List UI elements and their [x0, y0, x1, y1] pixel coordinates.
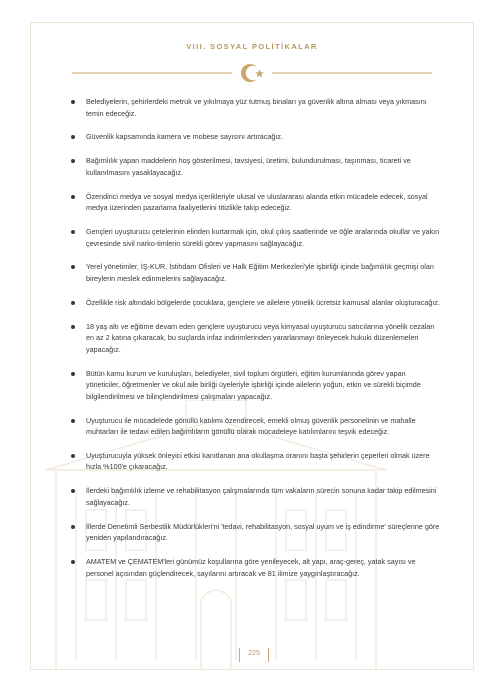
section-title: VIII. SOSYAL POLİTİKALAR — [186, 42, 318, 51]
list-item: AMATEM ve ÇEMATEM'leri günümüz koşullarına göre yenileyecek, alt yapı, araç-gereç, yatak sayısı ve personel açısından güçlendirecek, sayılarını artıracak ve 81 ilimize yaygınlaştıracağız. — [70, 556, 440, 579]
list-item: Belediyelerin, şehirlerdeki metruk ve yıkılmaya yüz tutmuş binaları ya güvenlik altına alması veya yıkmasını temin edeceğiz. — [70, 96, 440, 119]
header-emblem — [0, 55, 504, 91]
list-item: İllerde Denetimli Serbestlik Müdürlükleri'ni 'tedavi, rehabilitasyon, sosyal uyum ve iş edindirme' süreçlerine göre yeniden yapılandıracağız. — [70, 521, 440, 544]
crescent-star-icon — [241, 64, 264, 82]
list-item: Özellikle risk altındaki bölgelerde çocuklara, gençlere ve ailelere yönelik ücretsiz kamusal alanlar oluşturacağız. — [70, 297, 440, 309]
list-item: Uyuşturucuyla yüksek önleyici etkisi kanıtlanan ana okullaşma oranını başta şehirlerin çeperleri olmak üzere hızla %100'e çıkaracağız. — [70, 450, 440, 473]
list-item: İlerdeki bağımlılık izleme ve rehabilitasyon çalışmalarında tüm vakaların sürecin sonuna kadar takip edilmesini sağlayacağız. — [70, 485, 440, 508]
page-number-box — [239, 648, 269, 662]
list-item: 18 yaş altı ve eğitime devam eden gençlere uyuşturucu veya kimyasal uyuşturucu satıcılarına yönelik cezaları en az 2 katına çıkaracak, bu suçlarda infaz indirimlerinden yararlanmayı önleyecek hukuki düzenlemeleri yapacağız. — [70, 321, 440, 356]
page-number: 225 — [248, 650, 260, 657]
list-item: Özendirici medya ve sosyal medya içerikleriyle ulusal ve uluslararası alanda etkin mücadele edecek, sosyal medya üzerinden pazarlama faaliyetlerini titizlikle takip edeceğiz. — [70, 191, 440, 214]
list-item: Bağımlılık yapan maddelerin hoş gösterilmesi, tavsiyesi, üretimi, bulundurulması, taşınması, ticareti ve kullanılmasını yasaklayacağız. — [70, 155, 440, 178]
list-item: Güvenlik kapsamında kamera ve mobese sayısını artıracağız. — [70, 131, 440, 143]
policy-bullet-list — [70, 96, 440, 591]
list-item: Bütün kamu kurum ve kuruluşları, belediyeler, sivil toplum örgütleri, eğitim kurumlarında görev yapan yöneticiler, öğretmenler ve okul aile birliği üyeleriyle işbirliği içinde ailelerin yoğun, etkin ve sürekli biçimde bilgilendirilmesi ve bilinçlendirilmesi çalışmaları yapacağız. — [70, 368, 440, 403]
list-item: Uyuşturucu ile mücadelede gönüllü katılımı özendirecek, emekli olmuş güvenlik personelinin ve mahalle muhtarları ile tedavi edilen bağımlıların gönüllü olarak mücadeleye katılımlarını teşvik edeceğiz. — [70, 415, 440, 438]
list-item: Yerel yönetimler, İŞ-KUR, İstihdam Ofisleri ve Halk Eğitim Merkezleri'yle işbirliği içinde bağımlılık geçmişi olan bireylerin meslek edinmelerini sağlayacağız. — [70, 261, 440, 284]
list-item: Gençleri uyuşturucu çetelerinin elinden kurtarmak için, okul çıkış saatlerinde ve öğle aralarında okullar ve yakın çevresinde sivil narko-timlerin sürekli görev yapmasını sağlayacağız. — [70, 226, 440, 249]
